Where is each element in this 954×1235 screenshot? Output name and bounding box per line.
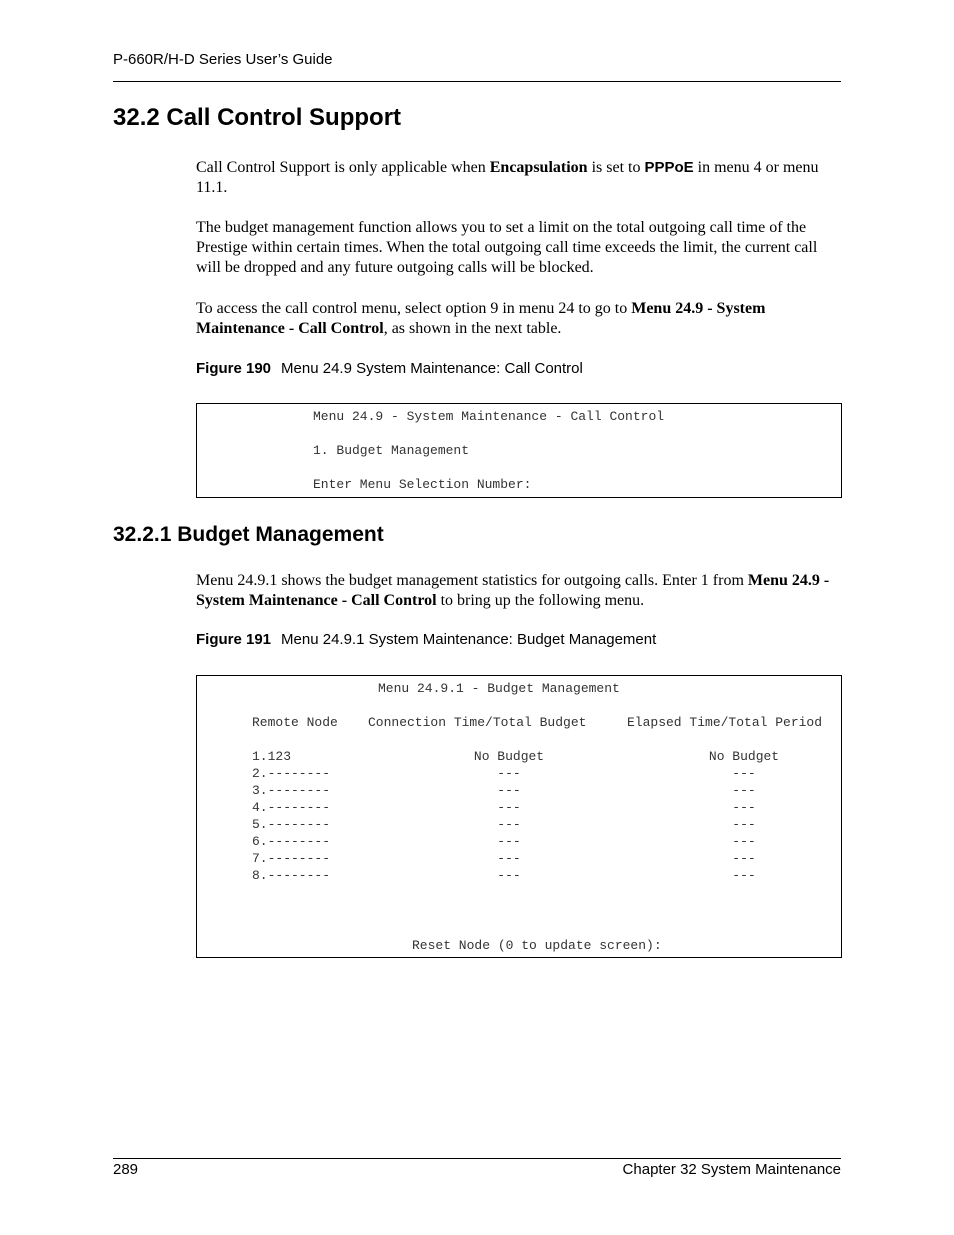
chapter-title: Chapter 32 System Maintenance: [622, 1161, 841, 1178]
page-number: 289: [113, 1161, 139, 1178]
connection-time-cell: ---: [497, 800, 521, 815]
text-run: Call Control Support is only applicable when: [196, 159, 490, 176]
menu-title: Menu 24.9 - System Maintenance - Call Control: [313, 409, 665, 424]
text-run: Menu 24.9.1 shows the budget management statistics for outgoing calls. Enter 1 from: [196, 572, 748, 589]
remote-node-cell: 5.--------: [252, 817, 331, 832]
connection-time-cell: ---: [497, 868, 521, 883]
column-header-elapsed-time: Elapsed Time/Total Period: [627, 715, 823, 730]
subsection-heading: 32.2.1 Budget Management: [113, 523, 384, 546]
figure-190-caption: [196, 360, 583, 377]
call-control-menu-screen: [196, 403, 842, 498]
connection-time-cell: No Budget: [473, 749, 545, 764]
text-run: to bring up the following menu.: [436, 592, 645, 609]
running-header: P-660R/H-D Series User’s Guide: [113, 51, 333, 68]
column-header-connection-time: Connection Time/Total Budget: [368, 715, 587, 730]
footer-divider: [113, 1158, 841, 1159]
connection-time-cell: ---: [497, 851, 521, 866]
bold-run: Menu 24.9 - System Maintenance - Call Control: [196, 572, 830, 609]
elapsed-time-cell: ---: [732, 834, 756, 849]
remote-node-cell: 4.--------: [252, 800, 331, 815]
figure-number: Figure 190: [196, 360, 272, 377]
elapsed-time-cell: ---: [732, 817, 756, 832]
remote-node-cell: 2.--------: [252, 766, 331, 781]
paragraph-access-menu: [196, 299, 836, 339]
budget-management-screen: [196, 675, 842, 958]
remote-node-cell: 1.123: [252, 749, 292, 764]
menu-selection-prompt[interactable]: Enter Menu Selection Number:: [313, 477, 532, 492]
elapsed-time-cell: ---: [732, 868, 756, 883]
elapsed-time-cell: ---: [732, 766, 756, 781]
remote-node-cell: 8.--------: [252, 868, 331, 883]
elapsed-time-cell: ---: [732, 851, 756, 866]
elapsed-time-cell: ---: [732, 783, 756, 798]
remote-node-cell: 7.--------: [252, 851, 331, 866]
menu-option-budget-management[interactable]: 1. Budget Management: [313, 443, 470, 458]
bold-run: PPPoE: [644, 159, 694, 176]
text-run: in menu 4 or menu 11.1.: [196, 159, 819, 196]
column-header-remote-node: Remote Node: [252, 715, 338, 730]
header-divider: [113, 81, 841, 82]
figure-191-caption: [196, 631, 656, 648]
connection-time-cell: ---: [497, 834, 521, 849]
connection-time-cell: ---: [497, 766, 521, 781]
section-heading: 32.2 Call Control Support: [113, 104, 402, 131]
text-run: To access the call control menu, select option 9 in menu 24 to go to: [196, 300, 632, 317]
figure-number: Figure 191: [196, 631, 272, 648]
paragraph-budget-function: The budget management function allows you to set a limit on the total outgoing call time of the Prestige within certain times. When the total outgoing call time exceeds the limit, the current call will be dropped and any future outgoing calls will be blocked.: [196, 219, 818, 276]
text-run: , as shown in the next table.: [383, 320, 562, 337]
elapsed-time-cell: No Budget: [708, 749, 780, 764]
remote-node-cell: 6.--------: [252, 834, 331, 849]
paragraph-call-control-intro: [196, 158, 836, 198]
reset-node-prompt[interactable]: Reset Node (0 to update screen):: [412, 938, 662, 953]
figure-caption-text: Menu 24.9.1 System Maintenance: Budget Management: [281, 631, 657, 648]
remote-node-cell: 3.--------: [252, 783, 331, 798]
budget-screen-title: Menu 24.9.1 - Budget Management: [378, 681, 620, 696]
paragraph-budget-management: [196, 571, 836, 611]
text-run: is set to: [587, 159, 645, 176]
bold-run: Menu 24.9 - System Maintenance - Call Control: [196, 300, 766, 337]
bold-run: Encapsulation: [489, 159, 588, 176]
connection-time-cell: ---: [497, 783, 521, 798]
figure-caption-text: Menu 24.9 System Maintenance: Call Control: [281, 360, 583, 377]
connection-time-cell: ---: [497, 817, 521, 832]
elapsed-time-cell: ---: [732, 800, 756, 815]
